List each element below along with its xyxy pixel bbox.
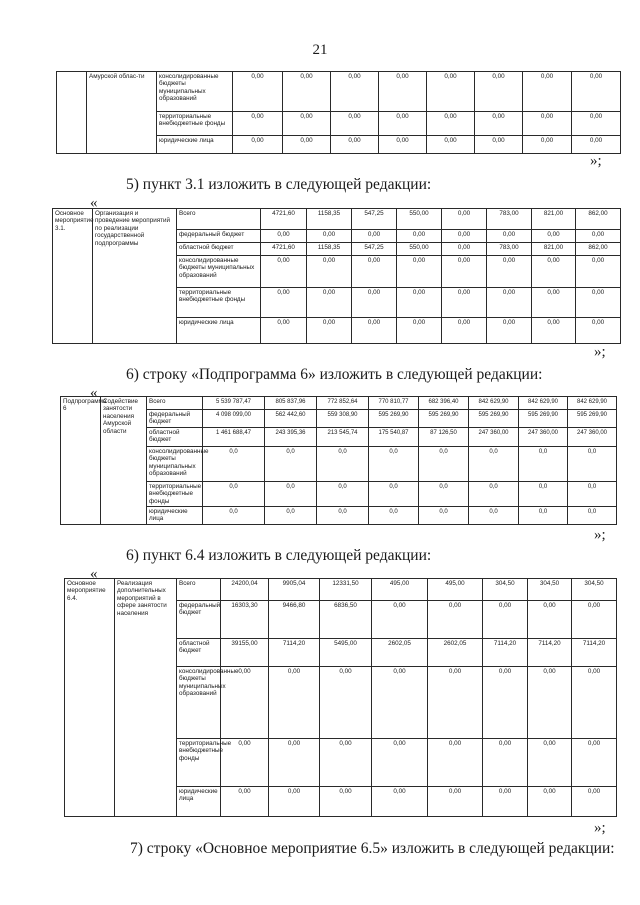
measure-name: Организация и проведение мероприятий по реализации государственной подпрограммы xyxy=(93,209,177,344)
value-cell: 0,00 xyxy=(233,136,283,154)
value-cell: 0,0 xyxy=(419,507,469,525)
value-cell: 0,00 xyxy=(428,601,483,639)
value-cell: 0,00 xyxy=(379,136,427,154)
value-cell: 0,00 xyxy=(221,739,269,787)
value-cell: 0,00 xyxy=(442,318,487,344)
value-cell: 0,00 xyxy=(428,667,483,739)
value-cell: 5 539 787,47 xyxy=(203,397,265,410)
row-label: юридические лица xyxy=(177,787,221,817)
value-cell: 0,00 xyxy=(576,288,621,318)
value-cell: 0,00 xyxy=(475,72,523,112)
value-cell: 304,50 xyxy=(528,579,572,601)
value-cell: 0,00 xyxy=(572,787,617,817)
value-cell: 0,00 xyxy=(428,787,483,817)
value-cell: 0,00 xyxy=(352,318,397,344)
measure-name: Реализация дополнительных мероприятий в сфере занятости населения xyxy=(115,579,177,817)
value-cell: 0,00 xyxy=(352,230,397,243)
value-cell: 0,0 xyxy=(568,507,617,525)
value-cell: 595 269,90 xyxy=(568,410,617,428)
value-cell: 0,00 xyxy=(283,72,331,112)
closing-quote: »; xyxy=(594,527,606,543)
value-cell: 0,00 xyxy=(320,739,372,787)
value-cell: 0,00 xyxy=(442,209,487,230)
value-cell: 0,00 xyxy=(572,136,621,154)
row-label: юридические лица xyxy=(147,507,203,525)
value-cell: 842 629,90 xyxy=(519,397,568,410)
value-cell: 9905,04 xyxy=(269,579,320,601)
value-cell: 175 540,87 xyxy=(369,427,419,446)
value-cell: 24200,04 xyxy=(221,579,269,601)
table-continuation xyxy=(56,71,621,154)
value-cell: 562 442,60 xyxy=(265,410,317,428)
value-cell: 783,00 xyxy=(487,209,532,230)
value-cell: 0,00 xyxy=(483,601,528,639)
value-cell: 0,00 xyxy=(320,787,372,817)
value-cell: 247 360,00 xyxy=(568,427,617,446)
row-label: юридические лица xyxy=(157,136,233,154)
value-cell: 0,00 xyxy=(307,230,352,243)
value-cell: 87 126,50 xyxy=(419,427,469,446)
value-cell: 0,00 xyxy=(528,739,572,787)
row-label: областной бюджет xyxy=(147,427,203,446)
value-cell: 7114,20 xyxy=(269,639,320,667)
row-label: территориальные внебюджетные фонды xyxy=(147,481,203,506)
value-cell: 9466,80 xyxy=(269,601,320,639)
org-cell: Амурской облас-ти xyxy=(87,72,157,154)
value-cell: 247 360,00 xyxy=(469,427,519,446)
row-label: юридические лица xyxy=(177,318,261,344)
value-cell: 0,00 xyxy=(307,318,352,344)
value-cell: 0,00 xyxy=(307,256,352,288)
value-cell: 0,0 xyxy=(265,446,317,481)
value-cell: 0,00 xyxy=(397,230,442,243)
value-cell: 0,00 xyxy=(576,318,621,344)
value-cell: 0,00 xyxy=(442,256,487,288)
value-cell: 1158,35 xyxy=(307,209,352,230)
value-cell: 0,00 xyxy=(572,667,617,739)
value-cell: 547,25 xyxy=(352,209,397,230)
value-cell: 772 852,64 xyxy=(317,397,369,410)
value-cell: 495,00 xyxy=(372,579,428,601)
value-cell: 7114,20 xyxy=(528,639,572,667)
value-cell: 0,00 xyxy=(532,256,576,288)
value-cell: 0,00 xyxy=(397,318,442,344)
value-cell: 7114,20 xyxy=(572,639,617,667)
opening-quote: « xyxy=(90,566,98,582)
value-cell: 304,50 xyxy=(483,579,528,601)
value-cell: 2602,05 xyxy=(428,639,483,667)
value-cell: 821,00 xyxy=(532,243,576,256)
value-cell: 862,00 xyxy=(576,243,621,256)
value-cell: 0,0 xyxy=(265,507,317,525)
value-cell: 0,00 xyxy=(528,601,572,639)
value-cell: 0,0 xyxy=(369,507,419,525)
value-cell: 0,00 xyxy=(352,288,397,318)
measure-code: Основное мероприятие 3.1. xyxy=(53,209,93,344)
heading-item-7: 7) строку «Основное мероприятие 6.5» изложить в следующей редакции: xyxy=(130,840,615,857)
value-cell: 0,0 xyxy=(469,481,519,506)
value-cell: 821,00 xyxy=(532,209,576,230)
value-cell: 0,00 xyxy=(397,288,442,318)
value-cell: 0,00 xyxy=(487,230,532,243)
heading-item-6a: 6) строку «Подпрограмма 6» изложить в следующей редакции: xyxy=(126,366,543,383)
value-cell: 0,00 xyxy=(261,318,307,344)
value-cell: 213 545,74 xyxy=(317,427,369,446)
value-cell: 547,25 xyxy=(352,243,397,256)
opening-quote: « xyxy=(90,385,98,401)
value-cell: 0,0 xyxy=(519,507,568,525)
table-subprogram-6 xyxy=(60,396,617,525)
row-label: областной бюджет xyxy=(177,639,221,667)
value-cell: 0,00 xyxy=(572,739,617,787)
value-cell: 0,00 xyxy=(528,787,572,817)
value-cell: 0,0 xyxy=(568,446,617,481)
value-cell: 0,00 xyxy=(283,112,331,136)
row-label: Всего xyxy=(177,579,221,601)
value-cell: 0,0 xyxy=(519,446,568,481)
value-cell: 0,0 xyxy=(419,481,469,506)
value-cell: 247 360,00 xyxy=(519,427,568,446)
value-cell: 5495,00 xyxy=(320,639,372,667)
row-label: Всего xyxy=(147,397,203,410)
value-cell: 842 629,90 xyxy=(568,397,617,410)
value-cell: 0,0 xyxy=(317,507,369,525)
opening-quote: « xyxy=(90,195,98,211)
subprogram-name: Содействие занятости населения Амурской области xyxy=(101,397,147,525)
value-cell: 0,00 xyxy=(523,72,572,112)
value-cell: 4 098 099,00 xyxy=(203,410,265,428)
value-cell: 862,00 xyxy=(576,209,621,230)
value-cell: 1 461 688,47 xyxy=(203,427,265,446)
value-cell: 0,00 xyxy=(532,318,576,344)
value-cell: 0,00 xyxy=(576,256,621,288)
value-cell: 0,00 xyxy=(475,136,523,154)
value-cell: 0,00 xyxy=(379,112,427,136)
value-cell: 0,0 xyxy=(469,446,519,481)
value-cell: 0,00 xyxy=(427,72,475,112)
value-cell: 0,00 xyxy=(379,72,427,112)
value-cell: 0,00 xyxy=(532,230,576,243)
row-label: консолидированные бюджеты муниципальных образований xyxy=(177,256,261,288)
value-cell: 0,0 xyxy=(469,507,519,525)
value-cell: 0,00 xyxy=(523,136,572,154)
value-cell: 0,00 xyxy=(269,667,320,739)
value-cell: 0,00 xyxy=(442,230,487,243)
empty-code-cell xyxy=(57,72,87,154)
value-cell: 495,00 xyxy=(428,579,483,601)
value-cell: 0,00 xyxy=(572,112,621,136)
measure-code: Основное мероприятие 6.4. xyxy=(65,579,115,817)
value-cell: 595 269,90 xyxy=(419,410,469,428)
value-cell: 0,00 xyxy=(487,318,532,344)
value-cell: 0,00 xyxy=(528,667,572,739)
value-cell: 0,00 xyxy=(475,112,523,136)
value-cell: 39155,00 xyxy=(221,639,269,667)
value-cell: 0,00 xyxy=(221,787,269,817)
value-cell: 0,00 xyxy=(221,667,269,739)
row-label: областной бюджет xyxy=(177,243,261,256)
value-cell: 0,00 xyxy=(397,256,442,288)
value-cell: 0,00 xyxy=(233,112,283,136)
row-label: территориальные внебюджетные фонды xyxy=(177,739,221,787)
row-label: Всего xyxy=(177,209,261,230)
value-cell: 6836,50 xyxy=(320,601,372,639)
value-cell: 0,0 xyxy=(317,481,369,506)
value-cell: 0,00 xyxy=(532,288,576,318)
value-cell: 0,00 xyxy=(442,288,487,318)
value-cell: 595 269,90 xyxy=(369,410,419,428)
value-cell: 0,0 xyxy=(317,446,369,481)
table-measure-6-4 xyxy=(64,578,617,817)
value-cell: 0,00 xyxy=(483,739,528,787)
value-cell: 0,00 xyxy=(261,288,307,318)
value-cell: 0,00 xyxy=(572,601,617,639)
value-cell: 0,00 xyxy=(442,243,487,256)
value-cell: 0,0 xyxy=(419,446,469,481)
value-cell: 0,00 xyxy=(269,739,320,787)
value-cell: 0,00 xyxy=(372,667,428,739)
value-cell: 0,00 xyxy=(320,667,372,739)
value-cell: 0,00 xyxy=(372,787,428,817)
value-cell: 0,0 xyxy=(519,481,568,506)
value-cell: 550,00 xyxy=(397,209,442,230)
value-cell: 0,00 xyxy=(427,112,475,136)
value-cell: 0,00 xyxy=(487,288,532,318)
value-cell: 0,00 xyxy=(352,256,397,288)
value-cell: 805 837,96 xyxy=(265,397,317,410)
row-label: федеральный бюджет xyxy=(147,410,203,428)
value-cell: 0,00 xyxy=(331,136,379,154)
value-cell: 0,00 xyxy=(307,288,352,318)
value-cell: 0,0 xyxy=(369,446,419,481)
value-cell: 0,00 xyxy=(233,72,283,112)
row-label: территориальные внебюджетные фонды xyxy=(157,112,233,136)
subprogram-code: Подпрограмма 6 xyxy=(61,397,101,525)
value-cell: 1158,35 xyxy=(307,243,352,256)
row-label: консолидированные бюджеты муниципальных образований xyxy=(147,446,203,481)
value-cell: 682 396,40 xyxy=(419,397,469,410)
value-cell: 16303,30 xyxy=(221,601,269,639)
value-cell: 0,00 xyxy=(572,72,621,112)
row-label: территориальные внебюджетные фонды xyxy=(177,288,261,318)
value-cell: 0,00 xyxy=(576,230,621,243)
row-label: федеральный бюджет xyxy=(177,601,221,639)
value-cell: 0,00 xyxy=(269,787,320,817)
value-cell: 0,00 xyxy=(483,787,528,817)
value-cell: 0,00 xyxy=(427,136,475,154)
value-cell: 595 269,90 xyxy=(469,410,519,428)
value-cell: 0,0 xyxy=(369,481,419,506)
value-cell: 595 269,90 xyxy=(519,410,568,428)
value-cell: 0,0 xyxy=(568,481,617,506)
value-cell: 0,00 xyxy=(523,112,572,136)
value-cell: 243 395,36 xyxy=(265,427,317,446)
value-cell: 0,00 xyxy=(261,256,307,288)
value-cell: 550,00 xyxy=(397,243,442,256)
value-cell: 0,00 xyxy=(331,72,379,112)
value-cell: 0,0 xyxy=(203,446,265,481)
value-cell: 0,0 xyxy=(203,507,265,525)
page-number: 21 xyxy=(312,42,328,58)
closing-quote: »; xyxy=(594,344,606,360)
value-cell: 783,00 xyxy=(487,243,532,256)
row-label: федеральный бюджет xyxy=(177,230,261,243)
heading-item-6b: 6) пункт 6.4 изложить в следующей редакции: xyxy=(126,547,432,564)
value-cell: 0,00 xyxy=(428,739,483,787)
value-cell: 0,00 xyxy=(487,256,532,288)
value-cell: 7114,20 xyxy=(483,639,528,667)
value-cell: 2602,05 xyxy=(372,639,428,667)
value-cell: 304,50 xyxy=(572,579,617,601)
table-measure-3-1 xyxy=(52,208,621,344)
closing-quote: »; xyxy=(594,820,606,836)
value-cell: 0,00 xyxy=(372,601,428,639)
value-cell: 842 629,90 xyxy=(469,397,519,410)
row-label: консолидированные бюджеты муниципальных образований xyxy=(157,72,233,112)
value-cell: 0,00 xyxy=(331,112,379,136)
value-cell: 770 810,77 xyxy=(369,397,419,410)
value-cell: 4721,60 xyxy=(261,243,307,256)
heading-item-5: 5) пункт 3.1 изложить в следующей редакции: xyxy=(126,176,432,193)
closing-quote: »; xyxy=(590,153,602,169)
value-cell: 0,00 xyxy=(483,667,528,739)
row-label: консолидированные бюджеты муниципальных образований xyxy=(177,667,221,739)
value-cell: 4721,60 xyxy=(261,209,307,230)
value-cell: 0,00 xyxy=(261,230,307,243)
value-cell: 0,00 xyxy=(283,136,331,154)
value-cell: 0,0 xyxy=(265,481,317,506)
value-cell: 12331,50 xyxy=(320,579,372,601)
value-cell: 0,00 xyxy=(372,739,428,787)
value-cell: 559 308,90 xyxy=(317,410,369,428)
value-cell: 0,0 xyxy=(203,481,265,506)
